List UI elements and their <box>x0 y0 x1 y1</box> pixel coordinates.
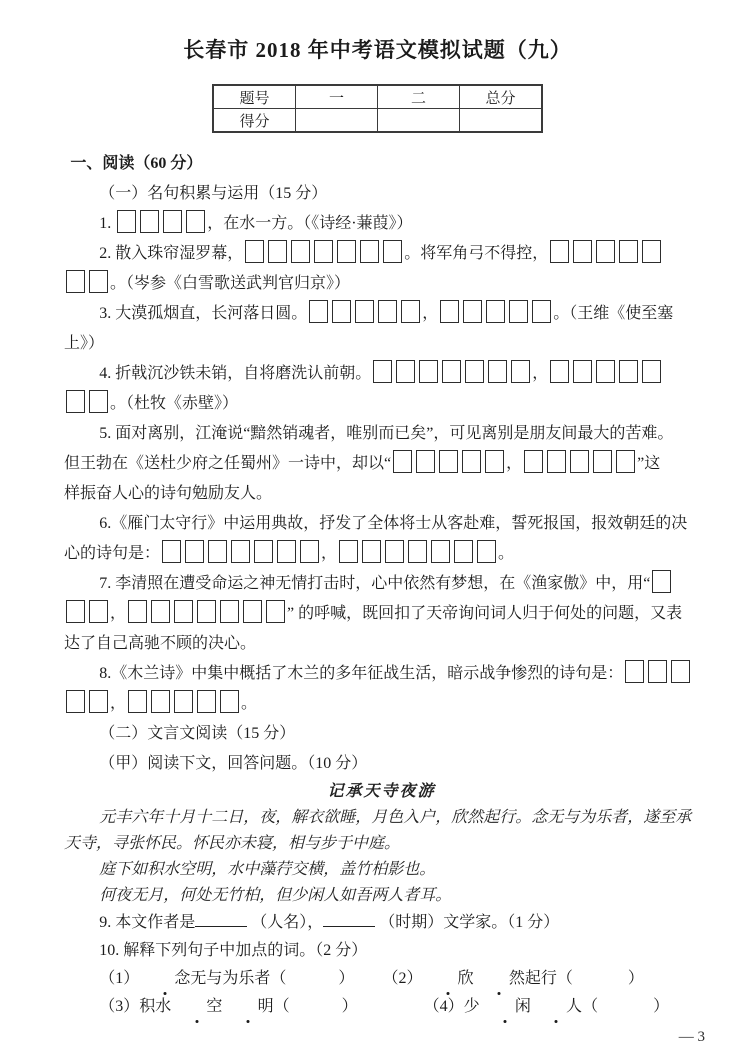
answer-box <box>439 450 458 473</box>
emphasized-char: 空 <box>171 993 222 1021</box>
q3-line1: 3. 大漠孤烟直，长河落日圆。 ， 。（王维《使至塞 <box>64 299 699 329</box>
answer-box <box>596 360 615 383</box>
answer-box <box>408 540 427 563</box>
answer-box <box>186 210 205 233</box>
answer-box <box>245 240 264 263</box>
answer-box <box>66 390 85 413</box>
answer-box <box>314 240 333 263</box>
q10-items-3-4: （3）积水 空 明（ ） （4）少 闲 人（ ） <box>64 993 699 1021</box>
score-header-total: 总分 <box>460 85 543 109</box>
answer-box <box>332 300 351 323</box>
answer-box <box>151 600 170 623</box>
score-header-tihao: 题号 <box>213 85 296 109</box>
answer-box <box>462 450 481 473</box>
answer-box <box>440 300 459 323</box>
passage-line2: 天寺，寻张怀民。怀民亦未寝，相与步于中庭。 <box>64 835 401 852</box>
emphasized-char: 明 <box>222 993 273 1021</box>
answer-box <box>309 300 328 323</box>
answer-box <box>431 540 450 563</box>
answer-box <box>339 540 358 563</box>
answer-box <box>573 360 592 383</box>
answer-box <box>128 690 147 713</box>
score-header-two: 二 <box>378 85 460 109</box>
answer-box <box>547 450 566 473</box>
answer-box <box>220 600 239 623</box>
q3-line2: 上》） <box>64 335 105 352</box>
q6-line2: 心的诗句是： ， 。 <box>64 539 699 569</box>
blank-gap <box>290 1010 342 1011</box>
answer-box <box>625 660 644 683</box>
q10-items-1-2: （1） 念无与为乐者（ ） （2） 欣 然起行（ ） <box>64 965 699 993</box>
answer-box <box>117 210 136 233</box>
q8-line1: 8.《木兰诗》中集中概括了木兰的多年征战生活，暗示战争惨烈的诗句是： <box>64 659 699 689</box>
answer-box <box>185 540 204 563</box>
answer-box <box>442 360 461 383</box>
answer-box <box>66 600 85 623</box>
q5-line2: 但王勃在《送杜少府之任蜀州》一诗中，却以“ ， ”这 <box>64 449 699 479</box>
answer-box <box>174 690 193 713</box>
score-table-header-row <box>213 85 542 109</box>
q5-line1: 5. 面对离别，江淹说“黯然销魂者，唯别而已矣”，可见离别是朋友间最大的苦难。 <box>99 425 674 442</box>
emphasized-char: 然 <box>474 965 525 993</box>
exam-body <box>0 133 755 1021</box>
answer-box <box>268 240 287 263</box>
answer-box <box>254 540 273 563</box>
answer-box <box>393 450 412 473</box>
answer-box <box>652 570 671 593</box>
answer-box <box>266 600 285 623</box>
answer-box <box>486 300 505 323</box>
answer-box <box>362 540 381 563</box>
emphasized-char: 闲 <box>480 993 531 1021</box>
emphasized-char: 欣 <box>422 965 473 993</box>
answer-box <box>593 450 612 473</box>
score-table-score-row <box>213 109 542 133</box>
answer-box <box>596 240 615 263</box>
answer-box <box>220 690 239 713</box>
q9: 9. 本文作者是 （人名）， （时期）文学家。（1 分） <box>99 914 560 931</box>
answer-box <box>416 450 435 473</box>
answer-box <box>162 540 181 563</box>
answer-box <box>337 240 356 263</box>
answer-box <box>373 360 392 383</box>
emphasized-char: 人 <box>531 993 582 1021</box>
answer-blank-line <box>195 912 247 927</box>
answer-box <box>648 660 667 683</box>
answer-blank-line <box>323 912 375 927</box>
q7-line1: 7. 李清照在遭受命运之神无情打击时，心中依然有梦想，在《渔家傲》中，用“ <box>64 569 699 599</box>
answer-box <box>231 540 250 563</box>
answer-box <box>465 360 484 383</box>
page-number: — 3 <box>678 1029 705 1045</box>
answer-box <box>163 210 182 233</box>
answer-box <box>89 690 108 713</box>
answer-box <box>385 540 404 563</box>
score-cell-one <box>296 109 378 133</box>
q5-line3: 样振奋人心的诗句勉励友人。 <box>64 485 273 502</box>
answer-box <box>208 540 227 563</box>
q4-line2: 。（杜牧《赤壁》） <box>64 389 699 419</box>
q2-line2: 。（岑参《白雪歌送武判官归京》） <box>64 269 699 299</box>
heading-reading: 一、阅读（60 分） <box>70 155 203 172</box>
answer-box <box>140 210 159 233</box>
emphasized-char: 念 <box>139 965 190 993</box>
answer-box <box>509 300 528 323</box>
score-row-label: 得分 <box>213 109 296 133</box>
passage-title: 记承天寺夜游 <box>327 783 436 800</box>
q4-line1: 4. 折戟沉沙铁未销，自将磨洗认前朝。 ， <box>64 359 699 389</box>
answer-box <box>89 390 108 413</box>
passage-line4: 何夜无月，何处无竹柏，但少闲人如吾两人者耳。 <box>99 887 452 904</box>
q7-line2: ， ” 的呼喊，既回扣了天帝询问词人归于何处的问题，又表 <box>64 599 699 629</box>
answer-box <box>619 360 638 383</box>
answer-box <box>488 360 507 383</box>
answer-box <box>550 240 569 263</box>
page-title: 长春市 2018 年中考语文模拟试题（九） <box>183 38 572 62</box>
answer-box <box>66 690 85 713</box>
answer-box <box>477 540 496 563</box>
answer-box <box>454 540 473 563</box>
score-cell-two <box>378 109 460 133</box>
answer-box <box>616 450 635 473</box>
answer-box <box>671 660 690 683</box>
answer-box <box>573 240 592 263</box>
answer-box <box>401 300 420 323</box>
answer-box <box>619 240 638 263</box>
q6-line1: 6.《雁门太守行》中运用典故，抒发了全体将士从客赴难，誓死报国，报效朝廷的决 <box>99 515 688 532</box>
passage-line1: 元丰六年十月十二日，夜，解衣欲睡，月色入户，欣然起行。念无与为乐者，遂至承 <box>99 809 692 826</box>
q1: 1. ，在水一方。（《诗经·蒹葭》） <box>64 209 699 239</box>
heading-mingju: （一）名句积累与运用（15 分） <box>99 185 328 202</box>
blank-gap <box>573 982 628 983</box>
score-cell-total <box>460 109 543 133</box>
heading-jia: （甲）阅读下文，回答问题。（10 分） <box>99 755 368 772</box>
answer-box <box>383 240 402 263</box>
q7-line3: 达了自己高驰不顾的决心。 <box>64 635 257 652</box>
answer-box <box>66 270 85 293</box>
answer-box <box>128 600 147 623</box>
answer-box <box>642 360 661 383</box>
passage-line3: 庭下如积水空明，水中藻荇交横，盖竹柏影也。 <box>99 861 436 878</box>
answer-box <box>360 240 379 263</box>
answer-box <box>419 360 438 383</box>
q10: 10. 解释下列句子中加点的词。（2 分） <box>99 942 368 959</box>
answer-box <box>300 540 319 563</box>
answer-box <box>243 600 262 623</box>
blank-gap <box>354 982 382 983</box>
answer-box <box>511 360 530 383</box>
answer-box <box>463 300 482 323</box>
q2-line1: 2. 散入珠帘湿罗幕， 。将军角弓不得控， <box>64 239 699 269</box>
answer-box <box>396 360 415 383</box>
answer-box <box>378 300 397 323</box>
answer-box <box>151 690 170 713</box>
answer-box <box>550 360 569 383</box>
blank-gap <box>598 1010 653 1011</box>
answer-box <box>174 600 193 623</box>
answer-box <box>524 450 543 473</box>
answer-box <box>197 600 216 623</box>
answer-box <box>570 450 589 473</box>
answer-box <box>355 300 374 323</box>
answer-box <box>642 240 661 263</box>
blank-gap <box>358 1010 424 1011</box>
answer-box <box>532 300 551 323</box>
exam-page <box>0 34 755 1045</box>
blank-gap <box>286 982 338 983</box>
q8-line2: ， 。 <box>64 689 699 719</box>
score-table <box>212 84 543 133</box>
answer-box <box>291 240 310 263</box>
answer-box <box>485 450 504 473</box>
heading-wenyan: （二）文言文阅读（15 分） <box>99 725 296 742</box>
answer-box <box>197 690 216 713</box>
answer-box <box>89 270 108 293</box>
answer-box <box>277 540 296 563</box>
answer-box <box>89 600 108 623</box>
score-header-one: 一 <box>296 85 378 109</box>
